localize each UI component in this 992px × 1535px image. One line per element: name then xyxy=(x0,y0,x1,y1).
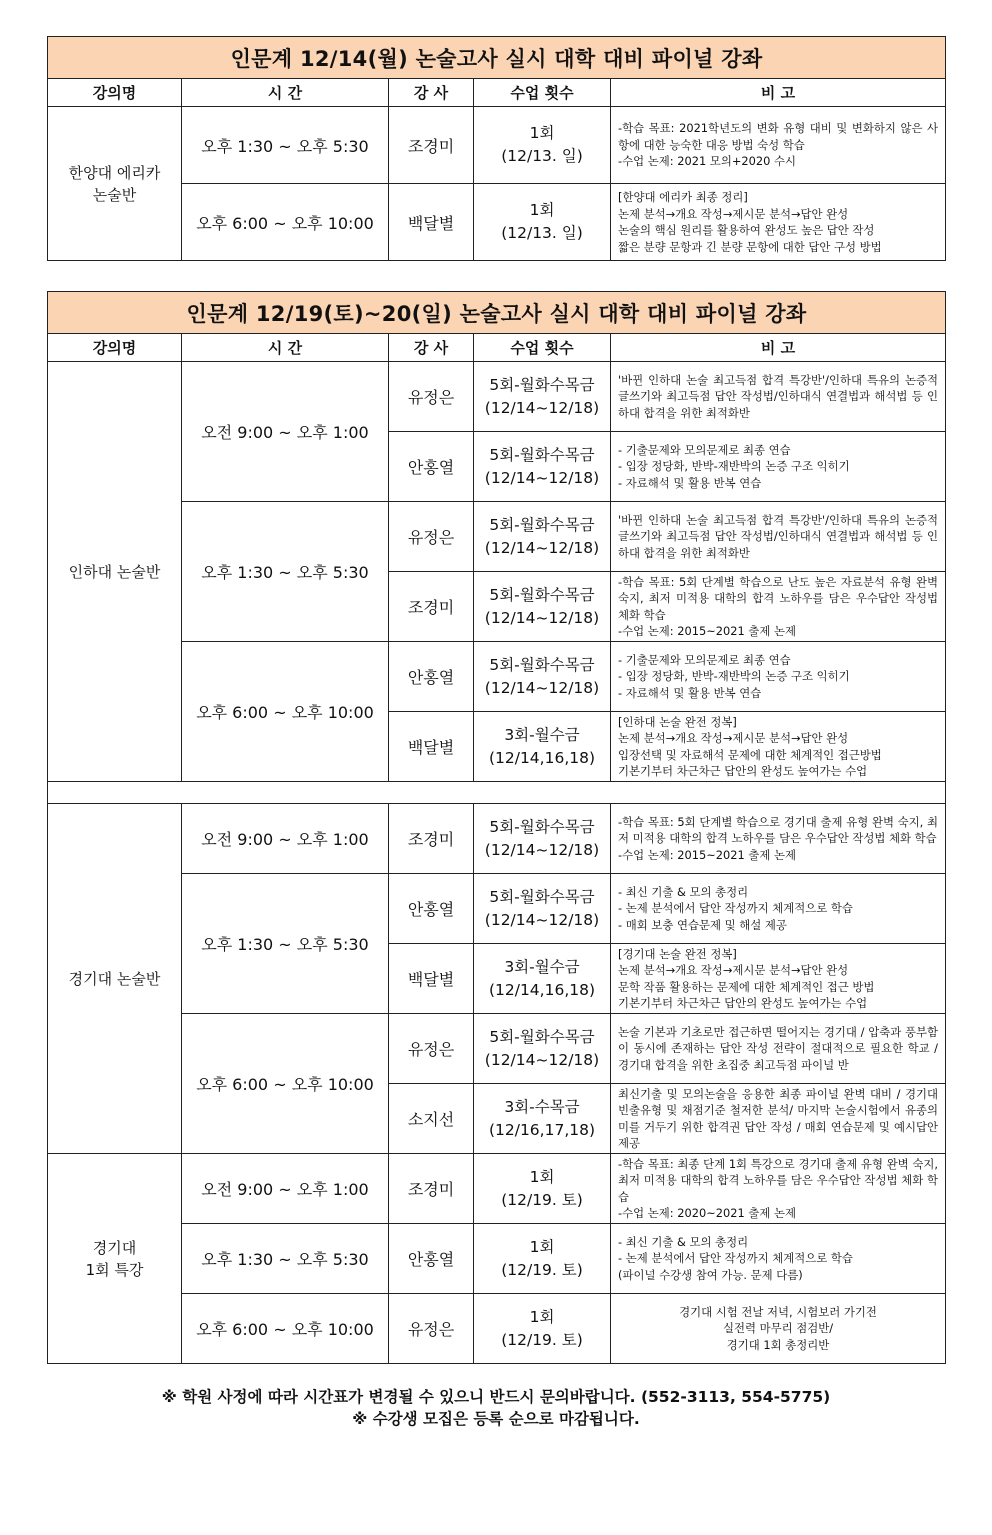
class-note: 경기대 시험 전날 저녁, 시험보러 가기전 실전력 마무리 점검반/ 경기대 1회 총정리반 xyxy=(611,1294,946,1364)
header-course: 강의명 xyxy=(48,334,182,362)
course-name: 경기대 논술반 xyxy=(48,804,182,1154)
instructor-name: 조경미 xyxy=(389,572,474,642)
class-note: '바뀐 인하대 논술 최고득점 합격 특강반'/인하대 특유의 논증적 글쓰기와 최고득점 답안 작성법/인하대식 연결법과 해석법 등 인하대 합격을 위한 최적화반 xyxy=(611,362,946,432)
class-note: -학습 목표: 최종 단계 1회 특강으로 경기대 출제 유형 완벽 숙지, 최저 미적용 대학의 합격 노하우를 담은 우수답안 작성법 체화 학습 -수업 논제: 2020~2021 출제 논제 xyxy=(611,1154,946,1224)
class-note: -학습 목표: 5회 단계별 학습으로 경기대 출제 유형 완벽 숙지, 최저 미적용 대학의 합격 노하우를 담은 우수답안 작성법 체화 학습 -수업 논제: 2015~2021 출제 논제 xyxy=(611,804,946,874)
header-note: 비 고 xyxy=(611,79,946,107)
course-name: 경기대 1회 특강 xyxy=(48,1154,182,1364)
instructor-name: 백달별 xyxy=(389,944,474,1014)
class-count: 1회 (12/19. 토) xyxy=(474,1294,611,1364)
table-row xyxy=(48,1224,946,1294)
class-count: 5회-월화수목금 (12/14~12/18) xyxy=(474,874,611,944)
class-count: 5회-월화수목금 (12/14~12/18) xyxy=(474,804,611,874)
course-name: 인하대 논술반 xyxy=(48,362,182,782)
instructor-name: 안홍열 xyxy=(389,1224,474,1294)
class-count: 1회 (12/19. 토) xyxy=(474,1154,611,1224)
class-note: 논술 기본과 기초로만 접근하면 떨어지는 경기대 / 압축과 풍부함이 동시에 존재하는 답안 작성 전략이 절대적으로 필요한 학교 / 경기대 합격을 위한 초집중 최고득점 파이널 반 xyxy=(611,1014,946,1084)
header-instructor: 강 사 xyxy=(389,334,474,362)
class-note: - 기출문제와 모의문제로 최종 연습 - 입장 정당화, 반박-재반박의 논증 구조 익히기 - 자료해석 및 활용 반복 연습 xyxy=(611,642,946,712)
table-row xyxy=(48,642,946,712)
class-note: [경기대 논술 완전 정복] 논제 분석→개요 작성→제시문 분석→답안 완성 문학 작품 활용하는 문제에 대한 체계적인 접근 방법 기본기부터 차근차근 답안의 완성도 높여가는 수업 xyxy=(611,944,946,1014)
table-row xyxy=(48,362,946,432)
instructor-name: 유정은 xyxy=(389,362,474,432)
instructor-name: 안홍열 xyxy=(389,874,474,944)
class-time: 오후 6:00 ~ 오후 10:00 xyxy=(182,642,389,782)
instructor-name: 조경미 xyxy=(389,804,474,874)
class-note: - 기출문제와 모의문제로 최종 연습 - 입장 정당화, 반박-재반박의 논증 구조 익히기 - 자료해석 및 활용 반복 연습 xyxy=(611,432,946,502)
header-course: 강의명 xyxy=(48,79,182,107)
instructor-name: 소지선 xyxy=(389,1084,474,1154)
instructor-name: 조경미 xyxy=(389,1154,474,1224)
class-note: - 최신 기출 & 모의 총정리 - 논제 분석에서 답안 작성까지 체계적으로 학습 - 매회 보충 연습문제 및 해설 제공 xyxy=(611,874,946,944)
class-count: 3회-수목금 (12/16,17,18) xyxy=(474,1084,611,1154)
class-count: 5회-월화수목금 (12/14~12/18) xyxy=(474,1014,611,1084)
header-note: 비 고 xyxy=(611,334,946,362)
table-row xyxy=(48,502,946,572)
class-count: 3회-월수금 (12/14,16,18) xyxy=(474,712,611,782)
class-count: 5회-월화수목금 (12/14~12/18) xyxy=(474,572,611,642)
class-count: 1회 (12/13. 일) xyxy=(474,107,611,184)
class-note: -학습 목표: 2021학년도의 변화 유형 대비 및 변화하지 않은 사항에 대한 능숙한 대응 방법 숙성 학습 -수업 논제: 2021 모의+2020 수시 xyxy=(611,107,946,184)
instructor-name: 유정은 xyxy=(389,502,474,572)
class-time: 오후 1:30 ~ 오후 5:30 xyxy=(182,502,389,642)
class-count: 5회-월화수목금 (12/14~12/18) xyxy=(474,432,611,502)
footer-line-registration: ※ 수강생 모집은 등록 순으로 마감됩니다. xyxy=(352,1410,640,1428)
class-count: 1회 (12/19. 토) xyxy=(474,1224,611,1294)
class-time: 오후 1:30 ~ 오후 5:30 xyxy=(182,874,389,1014)
class-note: -학습 목표: 5회 단계별 학습으로 난도 높은 자료분석 유형 완벽 숙지, 최저 미적용 대학의 합격 노하우를 담은 우수답안 작성법 체화 학습 -수업 논제: 2015~2021 출제 논제 xyxy=(611,572,946,642)
footer-line-schedule: ※ 학원 사정에 따라 시간표가 변경될 수 있으니 반드시 문의바랍니다. (552-3113, 554-5775) xyxy=(161,1388,831,1406)
class-time: 오후 1:30 ~ 오후 5:30 xyxy=(182,107,389,184)
class-time: 오후 6:00 ~ 오후 10:00 xyxy=(182,1294,389,1364)
instructor-name: 조경미 xyxy=(389,107,474,184)
class-note: [인하대 논술 완전 정복] 논제 분석→개요 작성→제시문 분석→답안 완성 입장선택 및 자료해석 문제에 대한 체계적인 접근방법 기본기부터 차근차근 답안의 완성도 높여가는 수업 xyxy=(611,712,946,782)
class-count: 5회-월화수목금 (12/14~12/18) xyxy=(474,362,611,432)
table-row xyxy=(48,1294,946,1364)
instructor-name: 유정은 xyxy=(389,1294,474,1364)
instructor-name: 백달별 xyxy=(389,712,474,782)
section-title: 인문계 12/14(월) 논술고사 실시 대학 대비 파이널 강좌 xyxy=(48,37,946,79)
class-count: 3회-월수금 (12/14,16,18) xyxy=(474,944,611,1014)
table-row xyxy=(48,107,946,184)
instructor-name: 안홍열 xyxy=(389,642,474,712)
class-time: 오전 9:00 ~ 오후 1:00 xyxy=(182,362,389,502)
table-row xyxy=(48,874,946,944)
instructor-name: 유정은 xyxy=(389,1014,474,1084)
header-count: 수업 횟수 xyxy=(474,79,611,107)
table-row xyxy=(48,804,946,874)
course-name: 한양대 에리카 논술반 xyxy=(48,107,182,261)
class-time: 오후 6:00 ~ 오후 10:00 xyxy=(182,1014,389,1154)
schedule-table-2 xyxy=(47,291,946,1364)
class-time: 오후 6:00 ~ 오후 10:00 xyxy=(182,184,389,261)
instructor-name: 백달별 xyxy=(389,184,474,261)
spacer-row xyxy=(48,782,946,804)
section-title: 인문계 12/19(토)~20(일) 논술고사 실시 대학 대비 파이널 강좌 xyxy=(48,292,946,334)
class-note: 최신기출 및 모의논술을 응용한 최종 파이널 완벽 대비 / 경기대 빈출유형 및 채점기준 철저한 분석/ 마지막 논술시험에서 유종의 미를 거두기 위한 합격권 답안 작성 / 매회 연습문제 및 예시답안 제공 xyxy=(611,1084,946,1154)
header-time: 시 간 xyxy=(182,79,389,107)
footer-notice xyxy=(0,1386,992,1430)
header-time: 시 간 xyxy=(182,334,389,362)
class-count: 5회-월화수목금 (12/14~12/18) xyxy=(474,502,611,572)
class-note: [한양대 에리카 최종 정리] 논제 분석→개요 작성→제시문 분석→답안 완성 논술의 핵심 원리를 활용하여 완성도 높은 답안 작성 짧은 분량 문항과 긴 분량 문항에 대한 답안 구성 방법 xyxy=(611,184,946,261)
schedule-table-1 xyxy=(47,36,946,261)
table-row xyxy=(48,1154,946,1224)
class-time: 오전 9:00 ~ 오후 1:00 xyxy=(182,1154,389,1224)
table-row xyxy=(48,184,946,261)
class-note: - 최신 기출 & 모의 총정리 - 논제 분석에서 답안 작성까지 체계적으로 학습 (파이널 수강생 참여 가능. 문제 다름) xyxy=(611,1224,946,1294)
class-note: '바뀐 인하대 논술 최고득점 합격 특강반'/인하대 특유의 논증적 글쓰기와 최고득점 답안 작성법/인하대식 연결법과 해석법 등 인하대 합격을 위한 최적화반 xyxy=(611,502,946,572)
class-time: 오후 1:30 ~ 오후 5:30 xyxy=(182,1224,389,1294)
class-time: 오전 9:00 ~ 오후 1:00 xyxy=(182,804,389,874)
header-instructor: 강 사 xyxy=(389,79,474,107)
table-row xyxy=(48,1014,946,1084)
header-count: 수업 횟수 xyxy=(474,334,611,362)
instructor-name: 안홍열 xyxy=(389,432,474,502)
class-count: 5회-월화수목금 (12/14~12/18) xyxy=(474,642,611,712)
class-count: 1회 (12/13. 일) xyxy=(474,184,611,261)
